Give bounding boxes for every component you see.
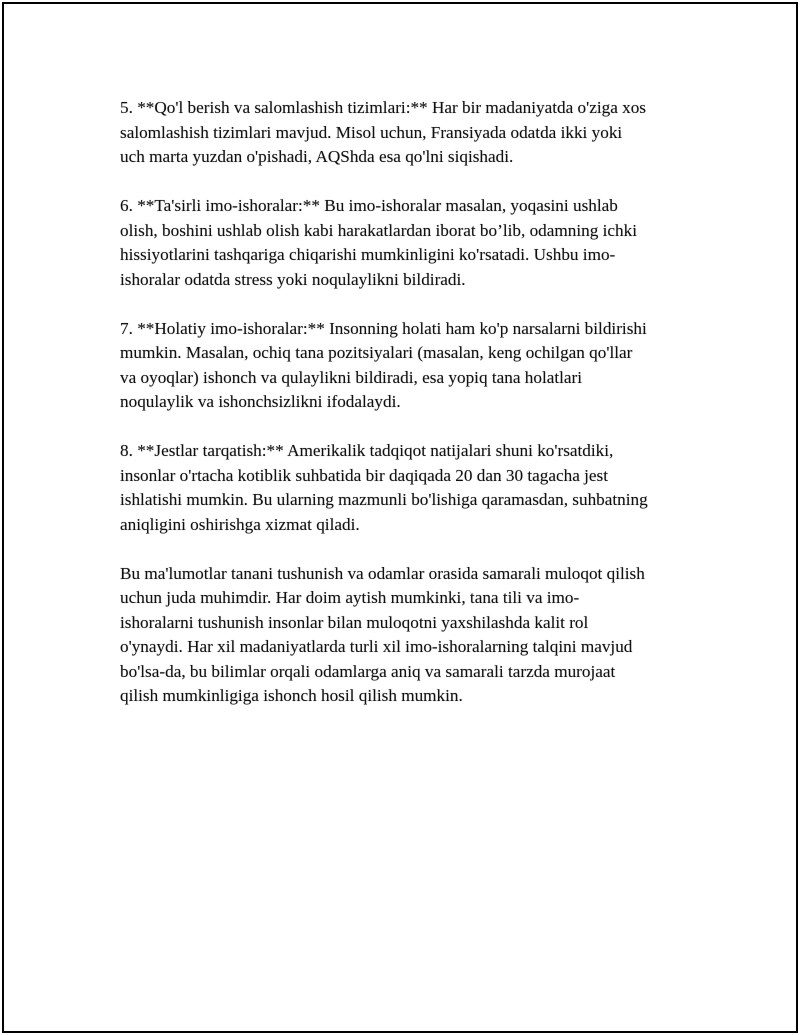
paragraph-conclusion: Bu ma'lumotlar tanani tushunish va odamlar orasida samarali muloqot qilish uchun juda muhimdir. Har doim aytish mumkinki, tana tili va imo- ishoralarni tushunish insonlar bilan muloqotni yaxshilashda kalit rol o'ynaydi. Har xil madaniyatlarda turli xil imo-ishoralarning talqini mavjud bo'lsa-da, bu bilimlar orqali odamlarga aniq va samarali tarzda murojaat qilish mumkinligiga ishonch hosil qilish mumkin. (120, 563, 645, 705)
paragraph-greeting-systems: 5. **Qo'l berish va salomlashish tizimlari:** Har bir madaniyatda o'ziga xos salomlashish tizimlari mavjud. Misol uchun, Fransiyada odatda ikki yoki uch marta yuzdan o'pishadi, AQShda esa qo'lni siqishadi. (120, 98, 646, 166)
paragraph-emotional-gestures: 6. **Ta'sirli imo-ishoralar:** Bu imo-ishoralar masalan, yoqasini ushlab olish, boshini ushlab olish kabi harakatlardan iborat bo’lib, odamning ichki hissiyotlarini tashqariga chiqarishi mumkinligini ko'rsatadi. Ushbu imo- ishoralar odatda stress yoki noqulaylikni bildiradi. (120, 196, 637, 289)
paragraph-gesture-frequency: 8. **Jestlar tarqatish:** Amerikalik tadqiqot natijalari shuni ko'rsatdiki, insonlar o'rtacha kotiblik suhbatida bir daqiqada 20 dan 30 tagacha jest ishlatishi mumkin. Bu ularning mazmunli bo'lishiga qaramasdan, suhbatning aniqligini oshirishga xizmat qiladi. (120, 441, 648, 534)
page-frame (2, 2, 798, 1033)
paragraph-postural-gestures: 7. **Holatiy imo-ishoralar:** Insonning holati ham ko'p narsalarni bildirishi mumkin. Masalan, ochiq tana pozitsiyalari (masalan, keng ochilgan qo'llar va oyoqlar) ishonch va qulaylikni bildiradi, esa yopiq tana holatlari noqulaylik va ishonchsizlikni ifodalaydi. (120, 318, 647, 411)
document-body (120, 96, 692, 733)
